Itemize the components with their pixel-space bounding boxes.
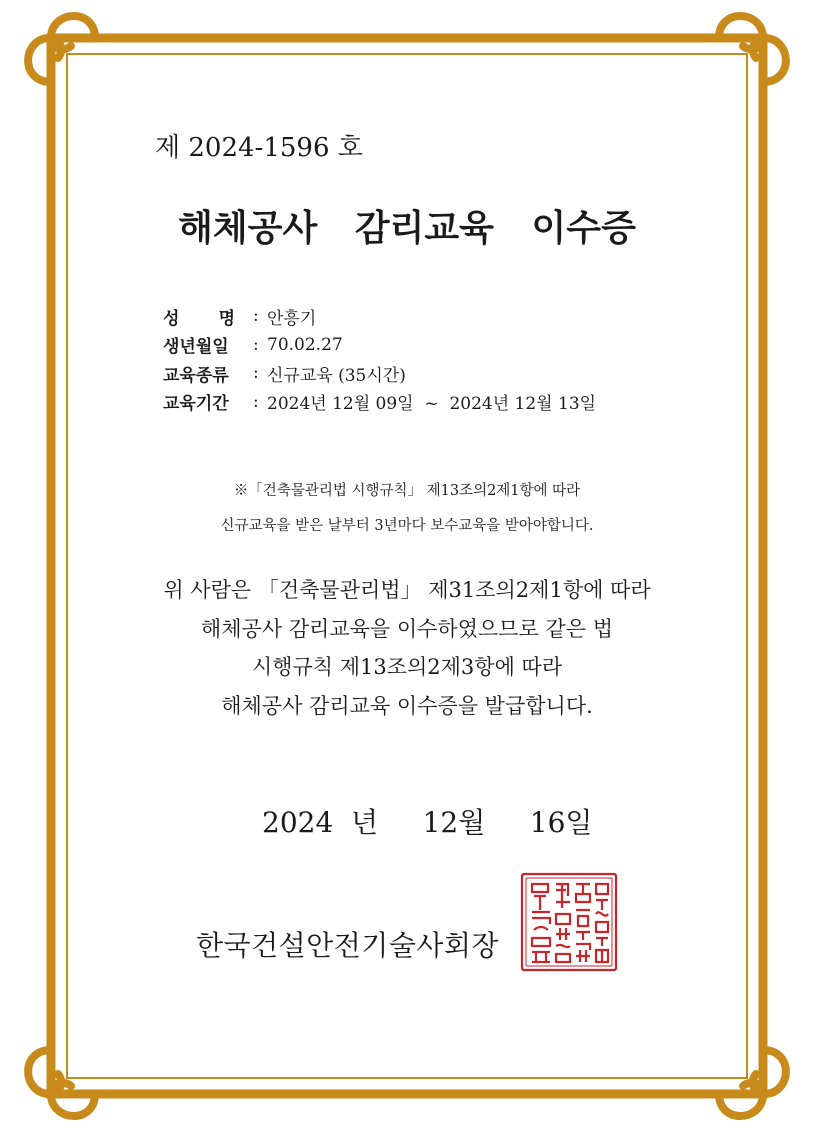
info-row-birth xyxy=(163,331,723,360)
type-label: 교육종류 xyxy=(163,365,229,386)
statement-line-4: 해체공사 감리교육 이수증을 발급합니다. xyxy=(221,693,593,718)
name-label: 성 명 xyxy=(163,308,235,329)
birth-value: 70.02.27 xyxy=(267,334,343,355)
notice-line-1: ※「건축물관리법 시행규칙」 제13조의2제1항에 따라 xyxy=(233,483,581,499)
name-value: 안흥기 xyxy=(267,308,317,329)
period-value: 2024년 12월 09일 ~ 2024년 12월 13일 xyxy=(267,394,597,415)
certification-statement xyxy=(0,571,814,725)
issue-date: 2024 년 12월 16일 xyxy=(262,806,593,839)
period-label: 교육기간 xyxy=(163,394,229,415)
info-row-period xyxy=(163,388,723,417)
official-seal-icon xyxy=(520,872,618,972)
statement-line-3: 시행규칙 제13조의2제3항에 따라 xyxy=(251,655,563,679)
certificate-title: 해체공사 감리교육 이수증 xyxy=(178,207,636,249)
recipient-info xyxy=(163,302,723,416)
statement-line-2: 해체공사 감리교육을 이수하였으므로 같은 법 xyxy=(200,616,614,641)
birth-label: 생년월일 xyxy=(163,337,229,358)
issuer-name: 한국건설안전기술사회장 xyxy=(196,929,500,962)
notice-line-2: 신규교육을 받은 날부터 3년마다 보수교육을 받아야합니다. xyxy=(220,518,594,534)
certificate-number: 제 2024-1596 호 xyxy=(155,133,363,163)
colon: : xyxy=(253,391,259,412)
colon: : xyxy=(253,306,259,327)
type-value: 신규교육 (35시간) xyxy=(267,365,406,386)
info-row-name xyxy=(163,302,723,331)
info-row-type xyxy=(163,359,723,388)
statement-line-1: 위 사람은 「건축물관리법」 제31조의2제1항에 따라 xyxy=(163,578,651,602)
colon: : xyxy=(253,363,259,384)
colon: : xyxy=(253,334,259,355)
